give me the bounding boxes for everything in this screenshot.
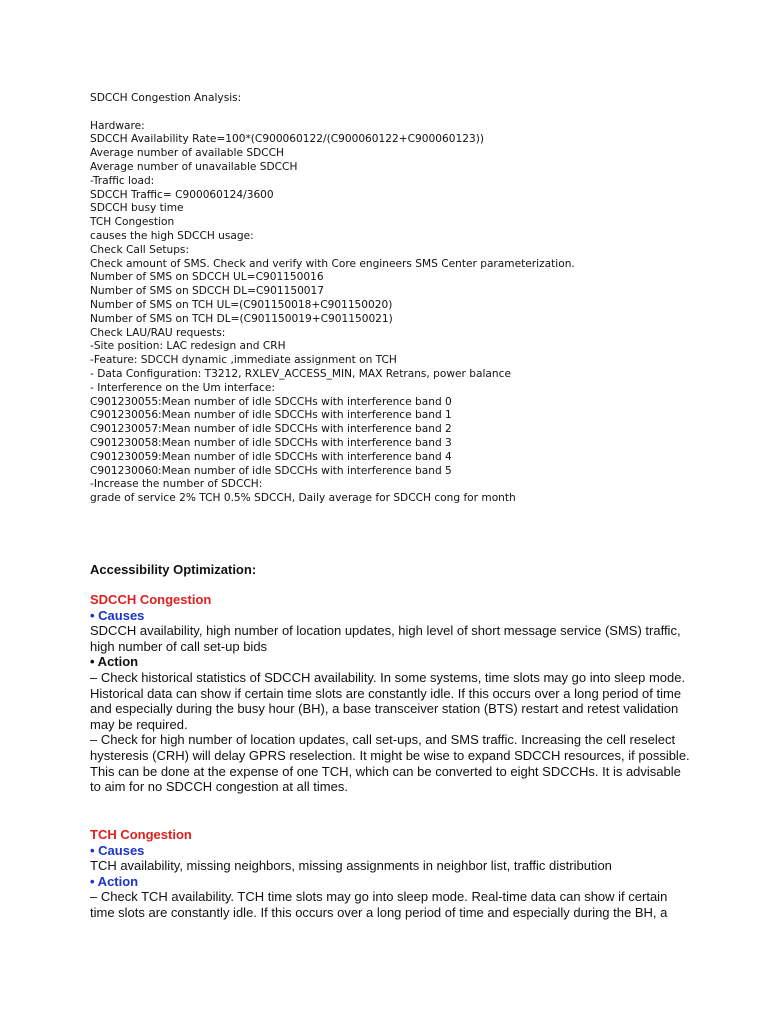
analysis-line: SDCCH Traffic= C900060124/3600 (90, 188, 274, 201)
analysis-line: - Interference on the Um interface: (90, 381, 275, 394)
analysis-line: SDCCH Availability Rate=100*(C900060122/(C900060122+C900060123)) (90, 133, 484, 146)
sdcch-action-label: • Action (90, 654, 139, 670)
analysis-line: causes the high SDCCH usage: (90, 229, 254, 242)
analysis-line: C901230057:Mean number of idle SDCCHs with interference band 2 (90, 423, 452, 436)
analysis-line: TCH Congestion (90, 216, 175, 229)
analysis-line: C901230056:Mean number of idle SDCCHs with interference band 1 (90, 409, 452, 422)
analysis-line: Check amount of SMS. Check and verify with Core engineers SMS Center parameterization. (90, 257, 575, 270)
analysis-line: Average number of unavailable SDCCH (90, 160, 298, 173)
tch-causes-text: TCH availability, missing neighbors, missing assignments in neighbor list, traffic distribution (90, 858, 612, 874)
sdcch-action-paragraph: – Check historical statistics of SDCCH availability. In some systems, time slots may go into sleep mode. Historical data can show if certain time slots are constantly idle. If this occurs over a long period of time and especially during the busy hour (BH), a base transceiver station (BTS) restart and retest validation may be required. (90, 669, 686, 732)
analysis-line: Number of SMS on TCH UL=(C901150018+C901150020) (90, 298, 393, 311)
analysis-line: -Site position: LAC redesign and CRH (90, 340, 286, 353)
tch-congestion-section (90, 827, 690, 921)
sdcch-congestion-section (90, 592, 690, 795)
tch-congestion-title: TCH Congestion (90, 827, 192, 842)
sdcch-causes-label: • Causes (90, 607, 145, 623)
analysis-line: C901230059:Mean number of idle SDCCHs with interference band 4 (90, 450, 452, 463)
analysis-line: C901230058:Mean number of idle SDCCHs with interference band 3 (90, 436, 452, 449)
analysis-line: C901230055:Mean number of idle SDCCHs with interference band 0 (90, 395, 452, 408)
analysis-line: Number of SMS on SDCCH DL=C901150017 (90, 285, 325, 298)
spacer (90, 106, 690, 120)
tch-causes-label: • Causes (90, 842, 145, 858)
sdcch-congestion-title: SDCCH Congestion (90, 592, 212, 607)
optimization-heading: Accessibility Optimization: (90, 562, 257, 577)
tch-action-paragraph: – Check TCH availability. TCH time slots may go into sleep mode. Real-time data can show if certain time slots are constantly idle. If this occurs over a long period of time and especially during the BH, a (90, 889, 668, 920)
analysis-line: C901230060:Mean number of idle SDCCHs with interference band 5 (90, 464, 452, 477)
analysis-line: -Traffic load: (90, 174, 155, 187)
analysis-title: SDCCH Congestion Analysis: (90, 92, 242, 104)
sdcch-action-paragraph: – Check for high number of location updates, call set-ups, and SMS traffic. Increasing the cell reselect hysteresis (CRH) will delay GPRS reselection. It might be wise to expand SDCCH resources, if possible. This can be done at the expense of one TCH, which can be converted to eight SDCCHs. It is advisable to aim for no SDCCH congestion at all times. (90, 732, 690, 795)
analysis-line: SDCCH busy time (90, 202, 184, 215)
document-page (90, 92, 690, 920)
tch-action-label: • Action (90, 873, 139, 889)
analysis-line: Check Call Setups: (90, 243, 190, 256)
analysis-line: - Data Configuration: T3212, RXLEV_ACCESS_MIN, MAX Retrans, power balance (90, 367, 511, 380)
analysis-line: Number of SMS on TCH DL=(C901150019+C901150021) (90, 312, 393, 325)
sdcch-causes-text: SDCCH availability, high number of location updates, high level of short message service (SMS) traffic, high number of call set-up bids (90, 623, 681, 654)
analysis-line: Average number of available SDCCH (90, 147, 284, 160)
analysis-block (90, 92, 690, 506)
analysis-line: Number of SMS on SDCCH UL=C901150016 (90, 271, 324, 284)
analysis-line: Check LAU/RAU requests: (90, 326, 226, 339)
analysis-line: -Feature: SDCCH dynamic ,immediate assignment on TCH (90, 354, 397, 367)
analysis-line: Hardware: (90, 119, 145, 132)
analysis-line: -Increase the number of SDCCH: (90, 478, 263, 491)
analysis-line: grade of service 2% TCH 0.5% SDCCH, Daily average for SDCCH cong for month (90, 492, 516, 505)
